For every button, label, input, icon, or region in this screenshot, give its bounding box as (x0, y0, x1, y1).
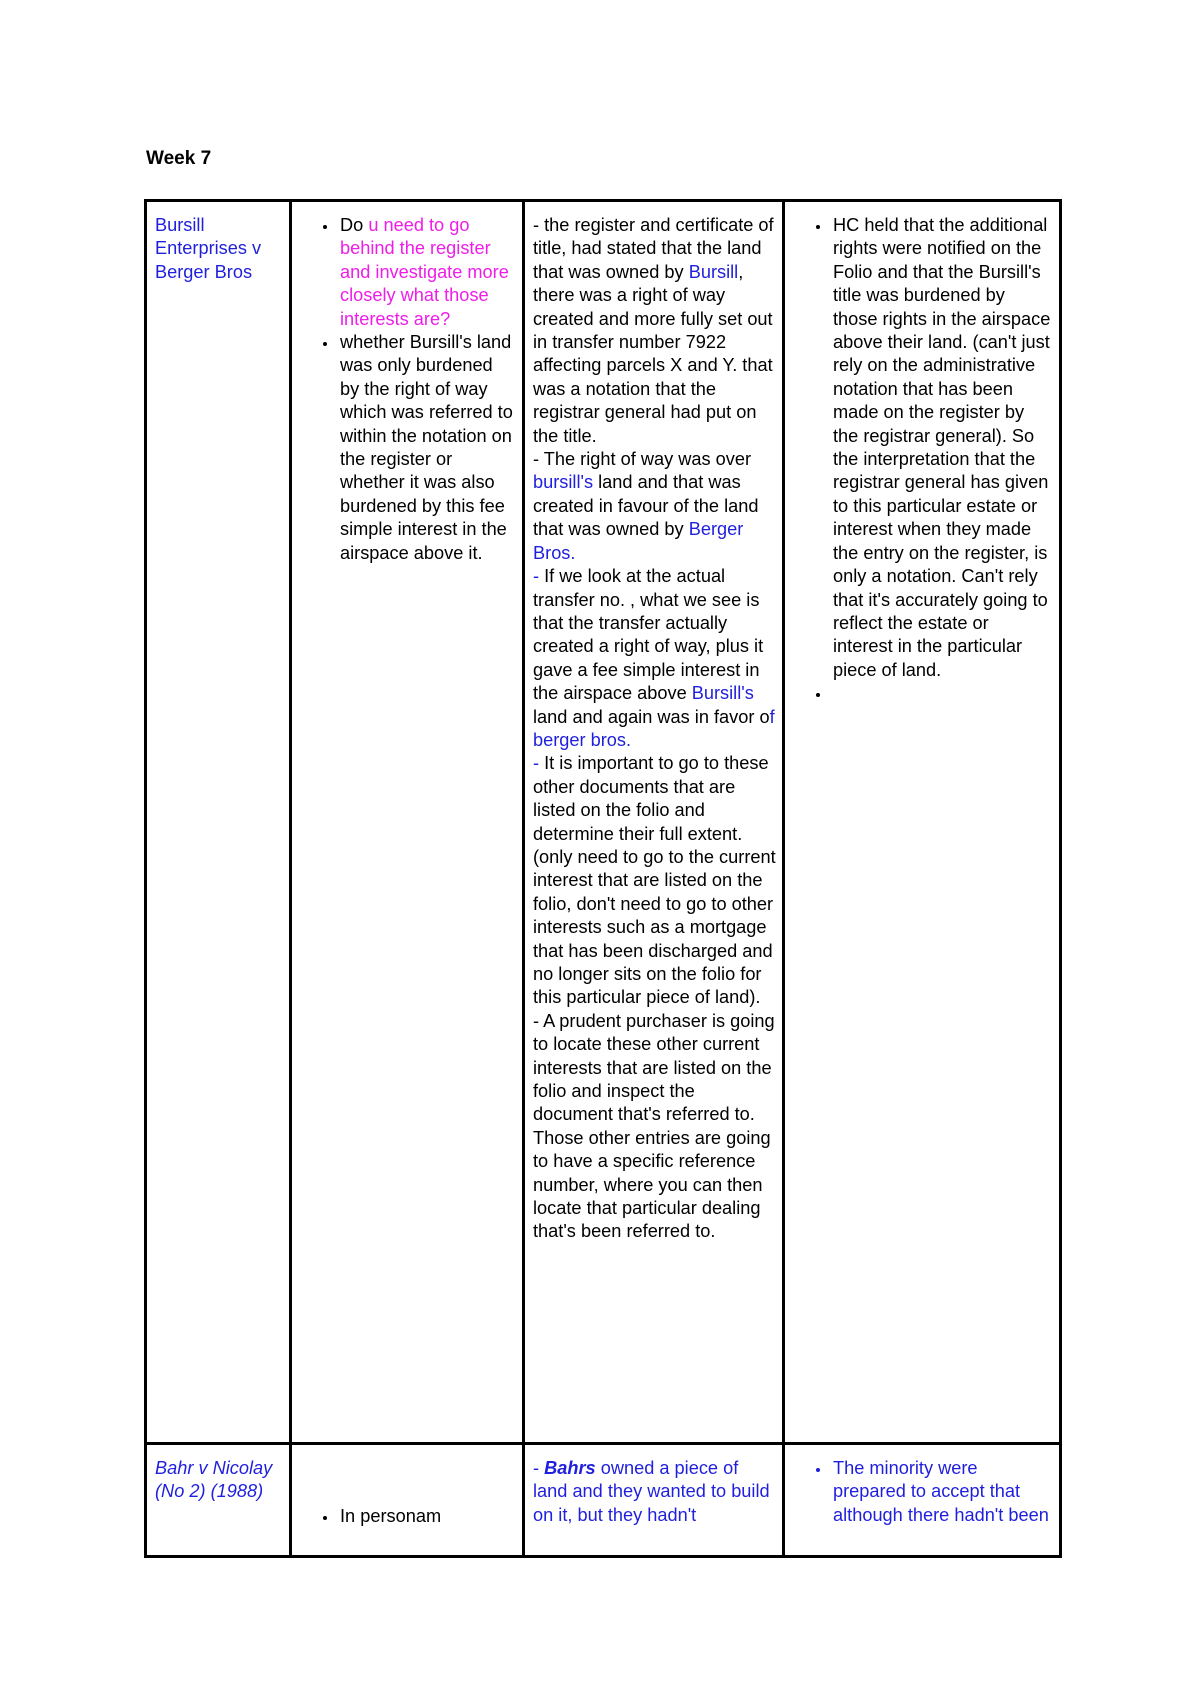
page-title: Week 7 (146, 148, 212, 169)
case-notes-table (144, 199, 1062, 1558)
held-cell (784, 201, 1061, 1444)
issues-cell (291, 201, 524, 1444)
list-item: • The minority were prepared to accept that although there hadn't been (831, 1457, 1053, 1527)
list-item: • whether Bursill's land was only burdened by the right of way which was referred to within the notation on the register or whether it was also burdened by this fee simple interest in the airspace above it. (338, 331, 516, 565)
issues-cell (291, 1444, 524, 1557)
case-name: Bahr v Nicolay (No 2) (1988) (155, 1458, 273, 1502)
list-item: • Do u need to go behind the register and investigate more closely what those interests are? (338, 214, 516, 331)
case-name: Bursill Enterprises v Berger Bros (155, 215, 262, 282)
highlighted-question: u need to go behind the register and investigate more closely what those interests are? (340, 215, 509, 329)
facts-paragraph: - Bahrs owned a piece of land and they wanted to build on it, but they hadn't (533, 1458, 770, 1525)
table-row (146, 1444, 1061, 1557)
facts-paragraph: - If we look at the actual transfer no. , what we see is that the transfer actually created a right of way, plus it gave a fee simple interest in the airspace above Bursill's land and again was in favor of berger bros. (533, 566, 775, 750)
held-cell (784, 1444, 1061, 1557)
list-item: • HC held that the additional rights were notified on the Folio and that the Bursill's title was burdened by those rights in the airspace above their land. (can't just rely on the administrative notation that has been made on the register by the registrar general). So the interpretation that the registrar general has given to this particular estate or interest when they made the entry on the register, is only a notation. Can't rely that it's accurately going to reflect the estate or interest in the particular piece of land. (831, 214, 1053, 682)
facts-paragraph: - It is important to go to these other documents that are listed on the folio and determine their full extent. (only need to go to the current interest that are listed on the folio, don't need to go to other interests such as a mortgage that has been discharged and no longer sits on the folio for this particular piece of land). (533, 753, 776, 1008)
held-list (793, 214, 1053, 706)
held-list (793, 1457, 1053, 1527)
list-item: • In personam (338, 1505, 516, 1528)
case-name-cell (146, 201, 291, 1444)
facts-cell (524, 201, 784, 1444)
facts-cell (524, 1444, 784, 1557)
facts-paragraph: - the register and certificate of title, had stated that the land that was owned by Bursill, there was a right of way created and more fully set out in transfer number 7922 affecting parcels X and Y. that was a notation that the registrar general had put on the title. (533, 215, 774, 446)
issues-list (300, 214, 516, 565)
table-row (146, 201, 1061, 1444)
list-item (831, 682, 1053, 705)
case-name-cell (146, 1444, 291, 1557)
issues-list (300, 1505, 516, 1528)
facts-paragraph: - The right of way was over bursill's land and that was created in favour of the land that was owned by Berger Bros. (533, 449, 759, 563)
facts-paragraph: - A prudent purchaser is going to locate these other current interests that are listed on the folio and inspect the document that's referred to. Those other entries are going to have a specific reference number, where you can then locate that particular dealing that's been referred to. (533, 1010, 775, 1242)
